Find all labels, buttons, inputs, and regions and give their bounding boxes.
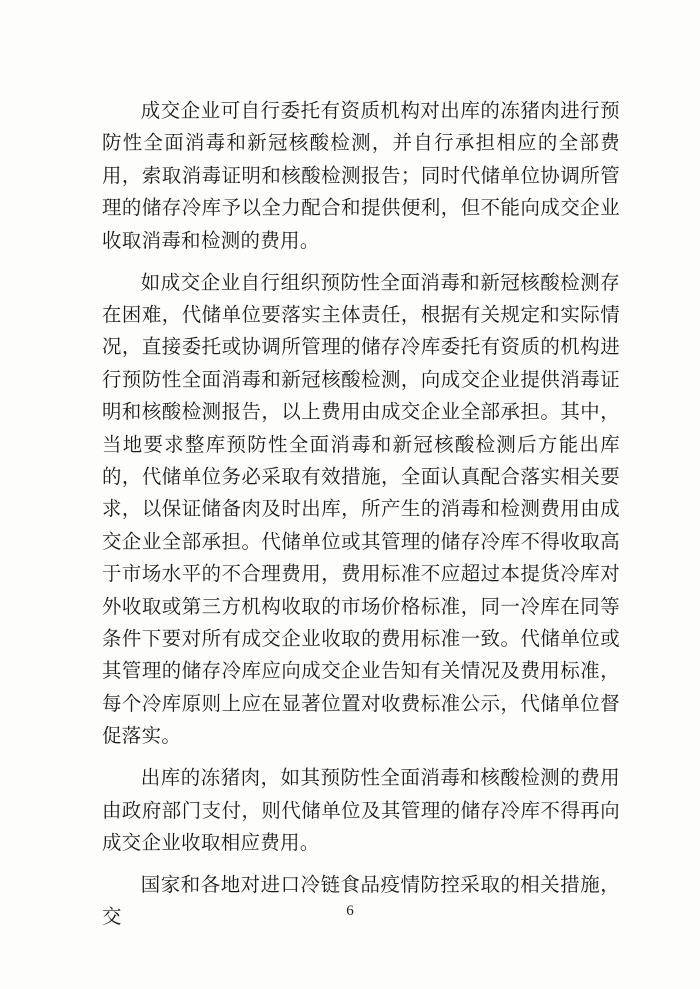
page-number: 6 <box>346 903 354 919</box>
paragraph-2: 如成交企业自行组织预防性全面消毒和新冠核酸检测存在困难，代储单位要落实主体责任，根据有关规定和实际情况，直接委托或协调所管理的储存冷库委托有资质的机构进行预防性全面消毒和新冠核酸检测，向成交企业提供消毒证明和核酸检测报告，以上费用由成交企业全部承担。其中，当地要求整库预防性全面消毒和新冠核酸检测后方能出库的，代储单位务必采取有效措施，全面认真配合落实相关要求，以保证储备肉及时出库，所产生的消毒和检测费用由成交企业全部承担。代储单位或其管理的储存冷库不得收取高于市场水平的不合理费用，费用标准不应超过本提货冷库对外收取或第三方机构收取的市场价格标准，同一冷库在同等条件下要对所有成交企业收取的费用标准一致。代储单位或其管理的储存冷库应向成交企业告知有关情况及费用标准，每个冷库原则上应在显著位置对收费标准公示，代储单位督促落实。 <box>102 270 620 748</box>
paragraph-3: 出库的冻猪肉，如其预防性全面消毒和核酸检测的费用由政府部门支付，则代储单位及其管理的储存冷库不得再向成交企业收取相应费用。 <box>102 766 620 854</box>
paragraph-1: 成交企业可自行委托有资质机构对出库的冻猪肉进行预防性全面消毒和新冠核酸检测，并自行承担相应的全部费用，索取消毒证明和核酸检测报告；同时代储单位协调所管理的储存冷库予以全力配合和提供便利，但不能向成交企业收取消毒和检测的费用。 <box>102 99 620 252</box>
body-text <box>102 95 620 943</box>
paragraph-4: 国家和各地对进口冷链食品疫情防控采取的相关措施，交 <box>102 872 620 929</box>
